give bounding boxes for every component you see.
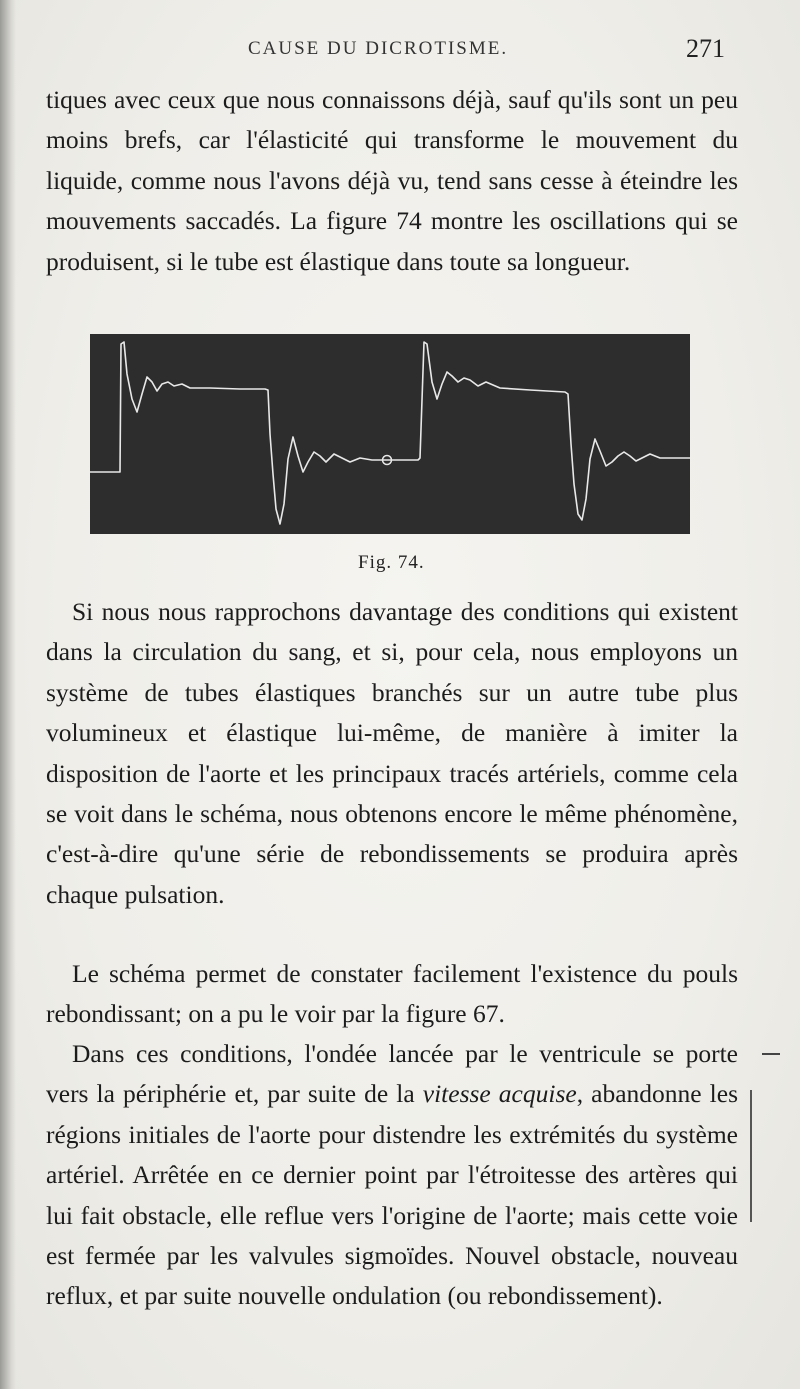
italic-phrase: vitesse acquise <box>422 1079 577 1109</box>
page-number: 271 <box>686 34 725 63</box>
running-title: CAUSE DU DICROTISME. <box>248 38 509 59</box>
paragraph-2: Si nous nous rapprochons davantage des conditions qui existent dans la circulation du sang, et si, pour cela, nous employons un système de tubes élastiques branchés sur un autre tube plus volumineux et élastique lui-même, de manière à imiter la disposition de l'aorte et les principaux tracés artériels, comme cela se voit dans le schéma, nous obtenons encore le même phénomène, c'est-à-dire qu'une série de rebondissements se produira après chaque pulsation. <box>46 597 738 909</box>
paragraph-4: Dans ces conditions, l'ondée lancée par le ventricule se porte vers la périphérie et, par suite de la vitesse acquise, abandonne les régions initiales de l'aorte pour distendre les extrémités du système artériel. Arrêtée en ce dernier point par l'étroitesse des artères qui lui fait obstacle, elle reflue vers l'origine de l'aorte; mais cette voie est fermée par les valvules sigmoïdes. Nouvel obstacle, nouveau reflux, et par suite nouvelle ondulation (ou rebondissement). <box>46 1039 738 1311</box>
figure-caption: Fig. 74. <box>358 552 425 573</box>
margin-pencil-line <box>750 1090 752 1222</box>
figure-74-oscillation-trace <box>90 334 690 534</box>
trace-graphic <box>90 334 690 534</box>
page-header <box>0 34 800 68</box>
oscillation-trace-line <box>90 342 690 524</box>
margin-pencil-dash <box>762 1053 780 1055</box>
page-shadow-edge <box>0 0 16 1389</box>
paragraph-3: Le schéma permet de constater facilement l'existence du pouls rebondissant; on a pu le voir par la figure 67. <box>46 959 738 1029</box>
paragraph-1: tiques avec ceux que nous connaissons déjà, sauf qu'ils sont un peu moins brefs, car l'élasticité qui transforme le mouvement du liquide, comme nous l'avons déjà vu, tend sans cesse à éteindre les mouvements saccadés. La figure 74 montre les oscillations qui se produisent, si le tube est élastique dans toute sa longueur. <box>46 85 738 276</box>
